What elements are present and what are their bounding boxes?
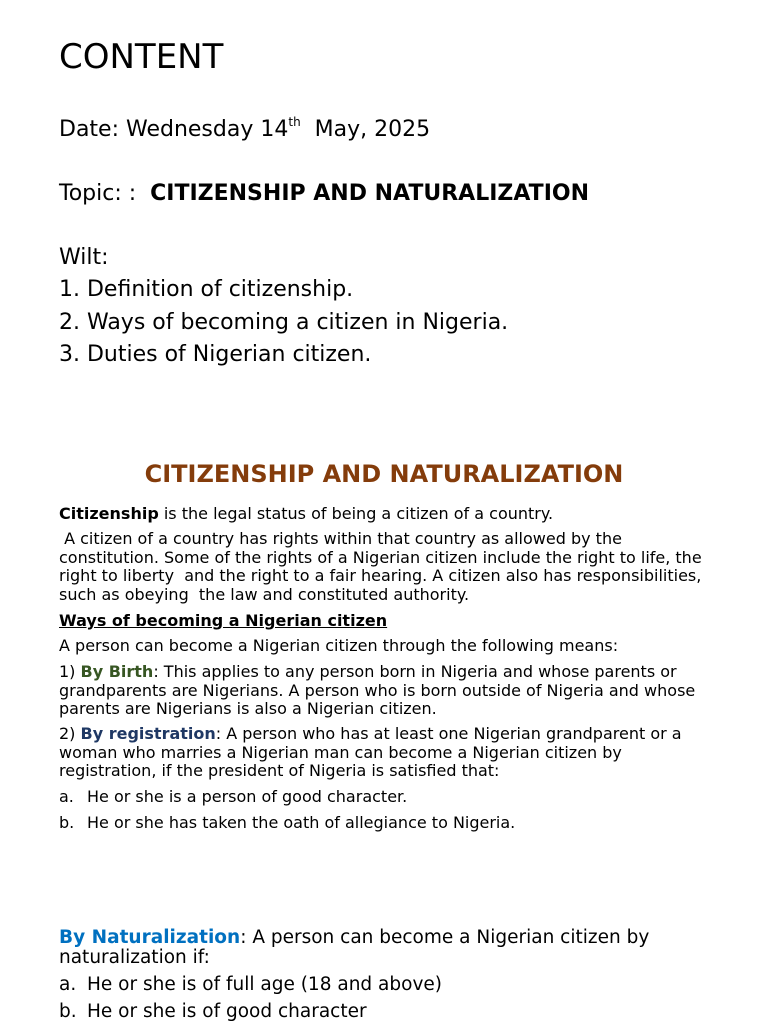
list-text: He or she is of full age (18 and above) bbox=[87, 974, 442, 995]
by-naturalization-text: : A person can become a Nigerian citizen by naturalization if: bbox=[59, 927, 650, 968]
definition-term: Citizenship bbox=[59, 504, 159, 523]
content-heading: CONTENT bbox=[59, 37, 224, 77]
section-title: CITIZENSHIP AND NATURALIZATION bbox=[144, 460, 624, 488]
rights-paragraph: A citizen of a country has rights within that country as allowed by the constitution. Some of the rights of a Nigerian citizen include the right to life, the right to liberty and the right to a fair hearing. A citizen also has responsibilities, such as obeying the law and constituted authority. bbox=[59, 529, 707, 604]
by-birth-text: : This applies to any person born in Nigeria and whose parents or grandparents are Nigerians. A person who is born outside of Nigeria and whose parents are Nigerians is also a Nigerian citizen. bbox=[59, 662, 696, 718]
wilt-item-2: 2. Ways of becoming a citizen in Nigeria. bbox=[59, 310, 509, 335]
definition-paragraph bbox=[59, 505, 719, 524]
naturalization-condition-a bbox=[59, 975, 442, 995]
list-text: He or she has taken the oath of allegiance to Nigeria. bbox=[87, 813, 516, 832]
list-marker: a. bbox=[59, 787, 74, 806]
wilt-item-3: 3. Duties of Nigerian citizen. bbox=[59, 342, 372, 367]
by-registration-text: : A person who has at least one Nigerian grandparent or a woman who marries a Nigerian man can become a Nigerian citizen by registration, if the president of Nigeria is satisfied that: bbox=[59, 724, 682, 780]
registration-condition-a bbox=[59, 788, 407, 807]
by-registration-paragraph bbox=[59, 725, 719, 781]
list-marker: a. bbox=[59, 974, 77, 995]
list-marker: b. bbox=[59, 1001, 77, 1022]
wilt-item-1: 1. Definition of citizenship. bbox=[59, 277, 354, 302]
by-registration-number: 2) bbox=[59, 724, 81, 743]
naturalization-condition-b bbox=[59, 1002, 367, 1022]
wilt-label: Wilt: bbox=[59, 245, 109, 270]
date-superscript: th bbox=[288, 115, 301, 129]
list-text: He or she is of good character bbox=[87, 1001, 367, 1022]
by-birth-paragraph bbox=[59, 663, 719, 719]
by-naturalization-label: By Naturalization bbox=[59, 927, 241, 948]
definition-text: is the legal status of being a citizen of a country. bbox=[158, 504, 554, 523]
date-rest: May, 2025 bbox=[300, 117, 431, 142]
list-marker: b. bbox=[59, 813, 75, 832]
ways-heading bbox=[59, 612, 719, 631]
list-text: He or she is a person of good character. bbox=[87, 787, 408, 806]
date-prefix: Date: Wednesday 14 bbox=[59, 117, 289, 142]
topic-value: CITIZENSHIP AND NATURALIZATION bbox=[150, 181, 589, 206]
by-naturalization-paragraph bbox=[59, 928, 719, 968]
by-birth-number: 1) bbox=[59, 662, 81, 681]
ways-heading-text: Ways of becoming a Nigerian citizen bbox=[59, 611, 388, 630]
topic-prefix: Topic: : bbox=[59, 181, 151, 206]
registration-condition-b bbox=[59, 814, 515, 833]
date-line bbox=[59, 114, 430, 146]
by-birth-label: By Birth bbox=[80, 662, 154, 681]
ways-intro: A person can become a Nigerian citizen through the following means: bbox=[59, 636, 619, 655]
by-registration-label: By registration bbox=[80, 724, 216, 743]
topic-line bbox=[59, 178, 589, 210]
